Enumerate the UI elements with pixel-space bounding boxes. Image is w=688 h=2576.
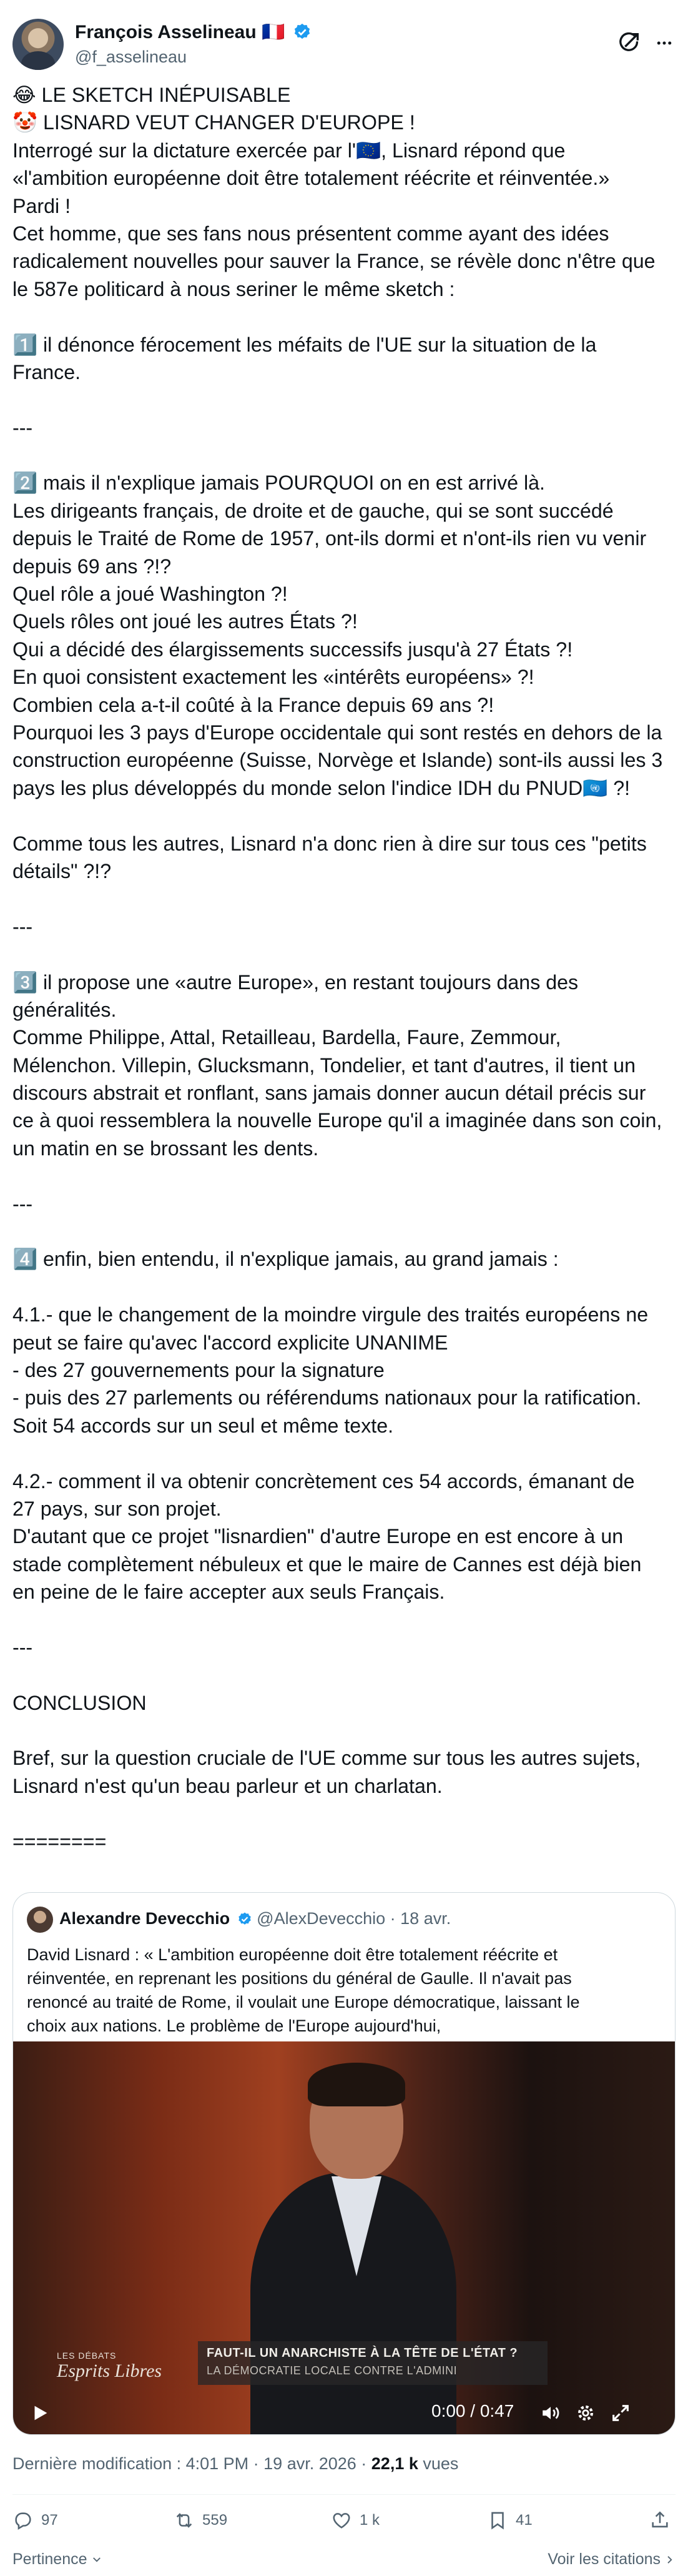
post-text-line: En quoi consistent exactement les «intérêts européens» ?! <box>12 666 534 689</box>
view-quotes-link[interactable] <box>548 2550 676 2569</box>
post-text-line: Lisnard n'est qu'un beau parleur et un charlatan. <box>12 1774 443 1797</box>
post-text-line: depuis le Traité de Rome de 1957, ont-ils dormi et n'ont-ils rien vu venir <box>12 527 647 550</box>
verified-badge-icon <box>293 22 312 41</box>
post-text-line: ======== <box>12 1830 107 1853</box>
repost-button[interactable] <box>174 2510 227 2531</box>
post-text-line <box>12 1800 676 1827</box>
replies-footer <box>12 2544 676 2575</box>
post-text-line: 3️⃣ il propose une «autre Europe», en restant toujours dans des <box>12 970 579 994</box>
views-count: 22,1 k <box>371 2454 418 2473</box>
post-text-line <box>12 442 676 469</box>
video-banner-title: FAUT-IL UN ANARCHISTE À LA TÊTE DE L'ÉTAT ? <box>207 2346 518 2360</box>
show-logo-title: Esprits Libres <box>57 2361 162 2381</box>
post-text-line: Qui a décidé des élargissements successifs jusqu'à 27 États ?! <box>12 638 573 661</box>
post-text-line: Bref, sur la question cruciale de l'UE comme sur tous les autres sujets, <box>12 1747 641 1770</box>
post-text-line <box>12 1717 676 1744</box>
video-controls <box>13 2391 676 2435</box>
quoted-text-line: renoncé au traité de Rome, il voulait une Europe démocratique, laissant le <box>27 1993 580 2011</box>
post-text-line: 4.2.- comment il va obtenir concrètement ces 54 accords, émanant de <box>12 1469 635 1493</box>
quoted-author-name[interactable]: Alexandre Devecchio <box>59 1909 230 1928</box>
reply-icon <box>12 2510 34 2531</box>
post-text-line: depuis 69 ans ?!? <box>12 555 172 578</box>
flag-icon: 🇫🇷 <box>262 22 285 42</box>
gear-icon[interactable] <box>575 2402 596 2424</box>
post-text-line: «l'ambition européenne doit être totalement réécrite et réinventée.» <box>12 167 610 190</box>
quoted-post-date: · 18 avr. <box>390 1909 451 1928</box>
show-logo <box>57 2351 162 2382</box>
author-name-text: François Asselineau <box>75 22 257 42</box>
post-text-line: Pourquoi les 3 pays d'Europe occidentale qui sont restés en dehors de la <box>12 721 662 744</box>
video-banner-subtitle: LA DÉMOCRATIE LOCALE CONTRE L'ADMINI <box>207 2364 458 2377</box>
heart-icon <box>331 2510 352 2531</box>
post-text-line: Les dirigeants français, de droite et de gauche, qui se sont succédé <box>12 499 614 522</box>
show-logo-small: LES DÉBATS <box>57 2351 117 2361</box>
post-text-line: discours abstrait et ronflant, sans jamais donner aucun détail précis sur <box>12 1082 646 1105</box>
post-text-line <box>12 1606 676 1633</box>
video-banner <box>198 2341 548 2385</box>
post-text-line: pays les plus développés du monde selon l'indice IDH du PNUD🇺🇳 ?! <box>12 776 631 799</box>
reply-count: 97 <box>41 2512 58 2529</box>
post-text-line: CONCLUSION <box>12 1691 147 1714</box>
post-text-line: le 587e politicard à nous seriner le même sketch : <box>12 277 455 300</box>
verified-badge-icon <box>237 1912 252 1927</box>
post-text-line: Quels rôles ont joué les autres États ?! <box>12 610 358 633</box>
like-button[interactable] <box>331 2510 380 2531</box>
post-text-line: - des 27 gouvernements pour la signature <box>12 1358 385 1381</box>
quoted-text-line: choix aux nations. Le problème de l'Europe aujourd'hui, <box>27 2016 441 2035</box>
relevance-label: Pertinence <box>12 2550 87 2568</box>
chevron-down-icon <box>91 2554 102 2565</box>
post-text-line <box>12 386 676 413</box>
view-quotes-label: Voir les citations <box>548 2550 661 2568</box>
post-meta <box>12 2454 458 2474</box>
post-text-line: Interrogé sur la dictature exercée par l'🇪🇺, Lisnard répond que <box>12 139 566 162</box>
relevance-sort[interactable] <box>12 2550 102 2569</box>
post-text-line: - puis des 27 parlements ou référendums nationaux pour la ratification. <box>12 1386 642 1409</box>
fullscreen-icon[interactable] <box>610 2402 631 2424</box>
post-text-line <box>12 1661 676 1689</box>
author-handle[interactable]: @f_asselineau <box>75 47 187 66</box>
post-text-line: peut se faire qu'avec l'accord explicite UNANIME <box>12 1331 448 1354</box>
post-text-line: généralités. <box>12 998 117 1021</box>
post-text-line <box>12 1439 676 1467</box>
post-text-line: 4️⃣ enfin, bien entendu, il n'explique jamais, au grand jamais : <box>12 1248 559 1271</box>
quoted-author-handle[interactable]: @AlexDevecchio <box>257 1909 386 1928</box>
post-text-line: Cet homme, que ses fans nous présentent comme ayant des idées <box>12 222 609 245</box>
like-count: 1 k <box>360 2512 380 2529</box>
post-text-line: France. <box>12 360 81 383</box>
post-text-line: Soit 54 accords sur un seul et même texte. <box>12 1414 394 1437</box>
post-actions <box>12 2494 676 2544</box>
repost-count: 559 <box>202 2512 228 2529</box>
quoted-post-header <box>59 1909 451 1928</box>
post-text-line: 27 pays, sur son projet. <box>12 1497 222 1520</box>
reply-button[interactable] <box>12 2510 58 2531</box>
bookmark-button[interactable] <box>487 2510 533 2531</box>
post-text-line: --- <box>12 915 33 938</box>
post-text-line: 1️⃣ il dénonce férocement les méfaits de l'UE sur la situation de la <box>12 333 597 356</box>
post-text-line <box>12 1273 676 1301</box>
post-text-line: --- <box>12 1192 33 1215</box>
post-text-line: --- <box>12 1636 33 1659</box>
post-text-line <box>12 1218 676 1245</box>
repost-icon <box>174 2510 195 2531</box>
video-player[interactable] <box>13 2041 676 2435</box>
share-icon[interactable] <box>649 2510 671 2531</box>
post-text-line: en peine de le faire accepter aux seuls Français. <box>12 1581 445 1604</box>
post-text-line: 🤡 LISNARD VEUT CHANGER D'EUROPE ! <box>12 111 415 134</box>
more-options-icon[interactable] <box>653 34 676 52</box>
bookmark-icon <box>487 2510 508 2531</box>
post-text-line: un matin en se brossant les dents. <box>12 1137 319 1160</box>
post-text-line: construction européenne (Suisse, Norvège et Islande) sont-ils aussi les 3 <box>12 749 663 772</box>
post-text-line: D'autant que ce projet "lisnardien" d'autre Europe en est encore à un <box>12 1525 624 1548</box>
post-text-line <box>12 885 676 912</box>
post-header <box>12 19 676 87</box>
bookmark-count: 41 <box>516 2512 533 2529</box>
post-text-line: Pardi ! <box>12 194 71 217</box>
quoted-author-avatar[interactable] <box>27 1907 53 1933</box>
chevron-right-icon <box>664 2554 676 2565</box>
quoted-text-line: David Lisnard : « L'ambition européenne doit être totalement réécrite et <box>27 1945 558 1964</box>
post-text-line: radicalement nouvelles pour sauver la France, se révèle donc n'être que <box>12 250 656 273</box>
post-text-line: ce à quoi ressemblera la nouvelle Europe qu'il a imaginée dans son coin, <box>12 1109 662 1132</box>
grok-icon[interactable] <box>617 30 642 55</box>
post-text-line: 😂 LE SKETCH INÉPUISABLE <box>12 84 291 106</box>
volume-icon[interactable] <box>540 2402 561 2424</box>
post-text-line <box>12 940 676 968</box>
post-text-line: 2️⃣ mais il n'explique jamais POURQUOI on en est arrivé là. <box>12 471 546 495</box>
post-text-line: Comme Philippe, Attal, Retailleau, Bardella, Faure, Zemmour, <box>12 1026 561 1049</box>
video-time: 0:00 / 0:47 <box>431 2401 514 2421</box>
post-text-line: Quel rôle a joué Washington ?! <box>12 583 288 606</box>
author-avatar[interactable] <box>12 19 64 70</box>
post-text-line: 4.1.- que le changement de la moindre virgule des traités européens ne <box>12 1303 649 1326</box>
play-icon[interactable] <box>29 2402 51 2424</box>
post-text-line <box>12 303 676 330</box>
post-text-line: Comme tous les autres, Lisnard n'a donc rien à dire sur tous ces "petits <box>12 832 647 855</box>
post-text-line <box>12 802 676 829</box>
quoted-text-line: réinventée, en reprenant les positions du général de Gaulle. Il n'avait pas <box>27 1969 572 1988</box>
post-text-line: stade complètement nébuleux et que le maire de Cannes est déjà bien <box>12 1552 642 1576</box>
quoted-post-text <box>27 1943 664 2038</box>
author-name[interactable] <box>75 21 312 43</box>
views-label: vues <box>418 2454 459 2473</box>
post-text-line: --- <box>12 416 33 439</box>
post-text-line: détails" ?!? <box>12 859 112 882</box>
quoted-post[interactable] <box>12 1892 676 2435</box>
post-modified-time[interactable]: Dernière modification : 4:01 PM · 19 avr. 2026 · <box>12 2454 371 2473</box>
post-text <box>12 81 676 1855</box>
post-text-line: Mélenchon. Villepin, Glucksmann, Tondelier, et tant d'autres, il tient un <box>12 1054 636 1077</box>
post-text-line: Combien cela a-t-il coûté à la France depuis 69 ans ?! <box>12 693 494 716</box>
post-text-line <box>12 1162 676 1190</box>
